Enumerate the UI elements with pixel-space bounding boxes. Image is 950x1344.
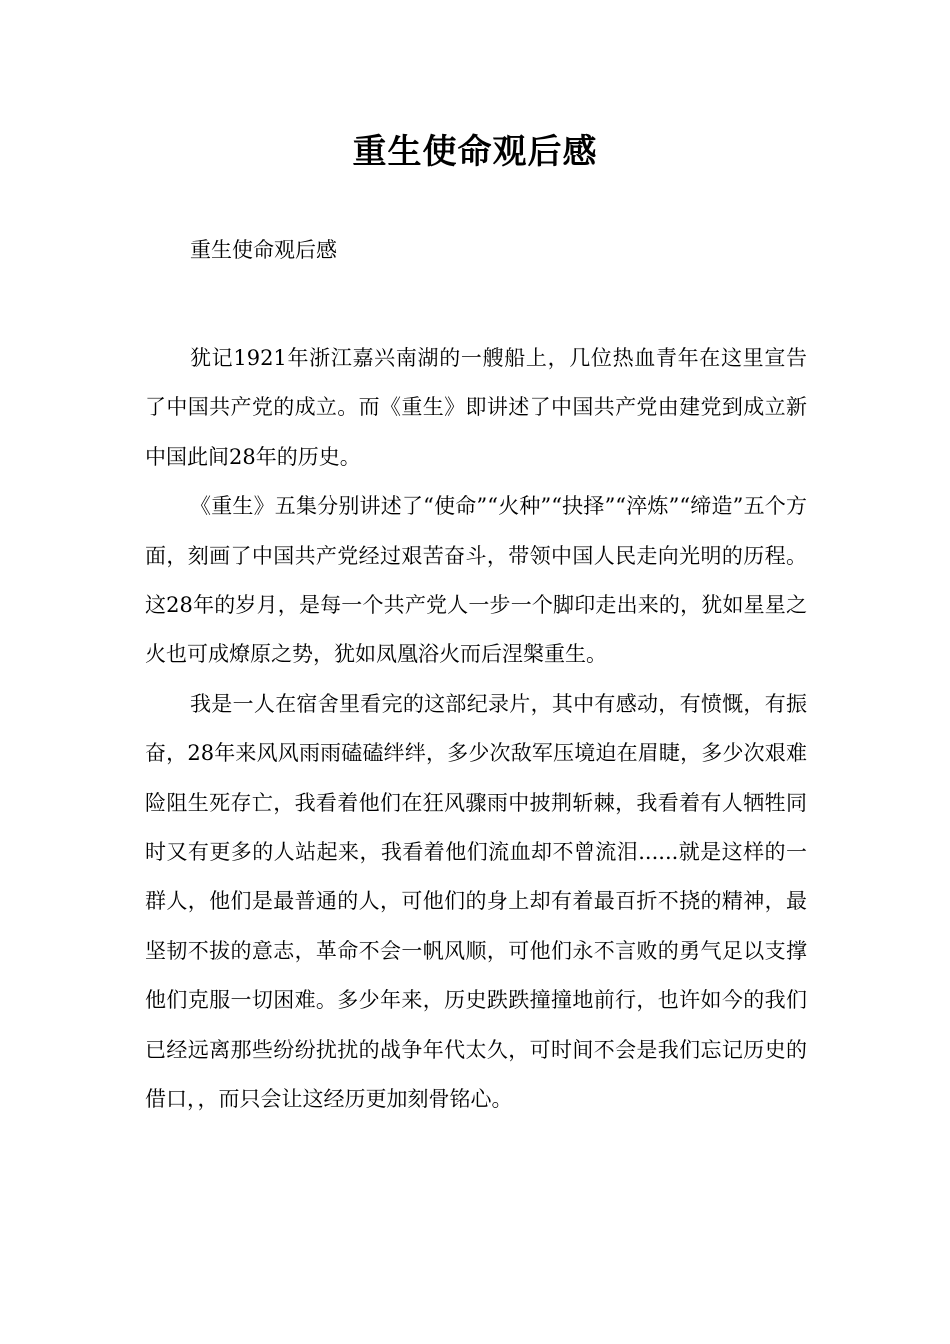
document-body (145, 334, 807, 1125)
paragraph-2: 《重生》五集分别讲述了“使命”“火种”“抉择”“淬炼”“缔造”五个方面，刻画了中国共产党经过艰苦奋斗，带领中国人民走向光明的历程。这28年的岁月，是每一个共产党人一步一个脚印走出来的，犹如星星之火也可成燎原之势，犹如凤凰浴火而后涅槃重生。 (145, 494, 807, 667)
paragraph-1: 犹记1921年浙江嘉兴南湖的一艘船上，几位热血青年在这里宣告了中国共产党的成立。而《重生》即讲述了中国共产党由建党到成立新中国此间28年的历史。 (145, 346, 807, 469)
document-title: 重生使命观后感 (352, 132, 598, 172)
document-subtitle: 重生使命观后感 (190, 238, 337, 262)
paragraph-3: 我是一人在宿舍里看完的这部纪录片，其中有感动，有愤慨，有振奋，28年来风风雨雨磕磕绊绊，多少次敌军压境迫在眉睫，多少次艰难险阻生死存亡，我看着他们在狂风骤雨中披荆斩棘，我看着有人牺牲同时又有更多的人站起来，我看着他们流血却不曾流泪......就是这样的一群人，他们是最普通的人，可他们的身上却有着最百折不挠的精神，最坚韧不拔的意志，革命不会一帆风顺，可他们永不言败的勇气足以支撑他们克服一切困难。多少年来，历史跌跌撞撞地前行，也许如今的我们已经远离那些纷纷扰扰的战争年代太久，可时间不会是我们忘记历史的借口，，而只会让这经历更加刻骨铭心。 (145, 691, 807, 1112)
